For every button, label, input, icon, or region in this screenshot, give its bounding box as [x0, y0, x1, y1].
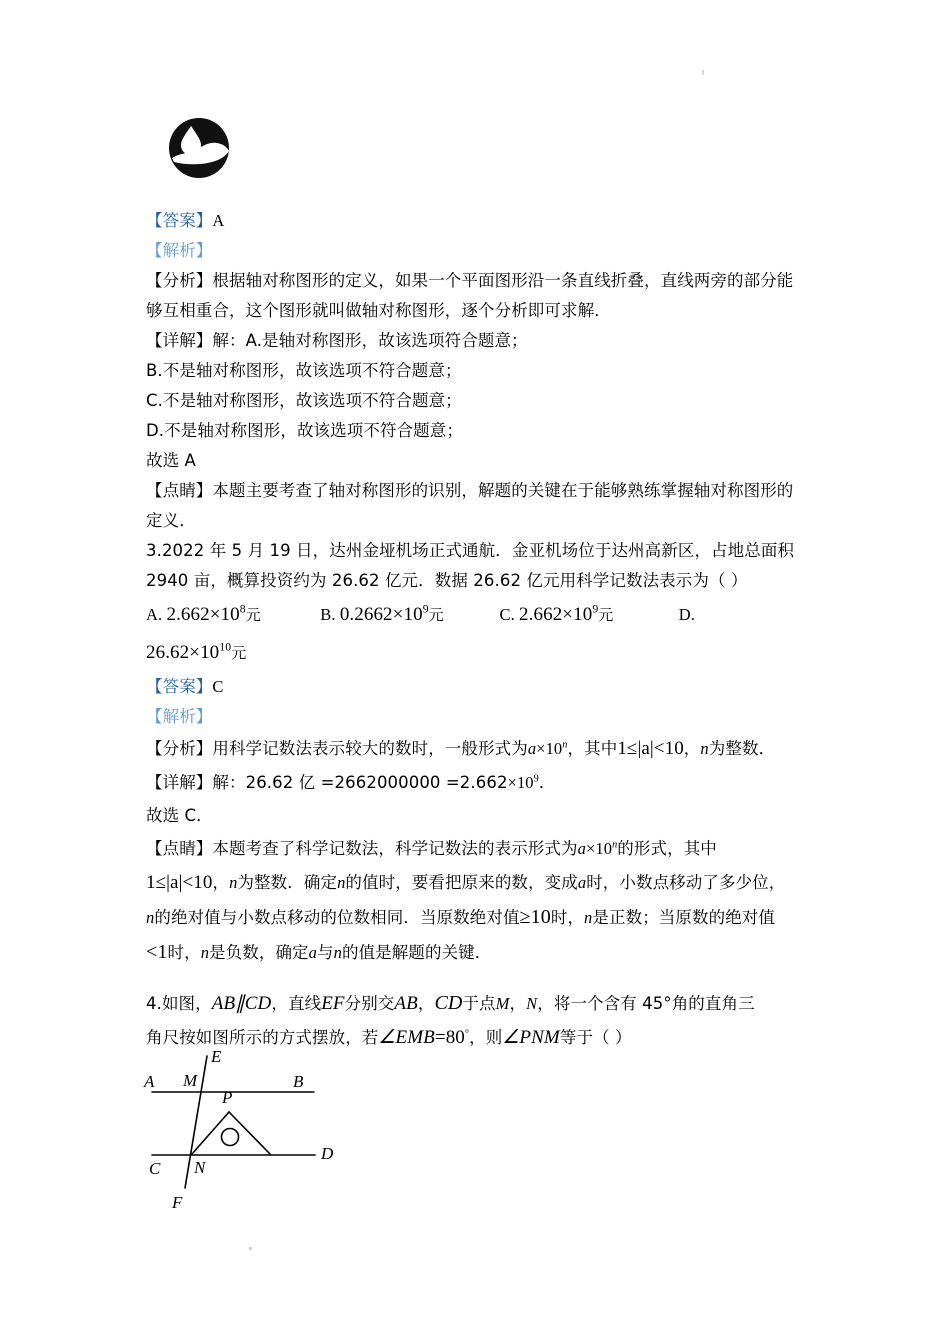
- q3-option-c-letter: C.: [499, 605, 515, 624]
- dianjing-text-1: 本题主要考查了轴对称图形的识别，解题的关键在于能够熟练掌握轴对称图形的: [212, 481, 794, 500]
- q4-stem-line1: [146, 986, 836, 1021]
- dianjing-l2-var-a2: a: [577, 873, 587, 892]
- q4-line2-mid: ，则: [469, 1028, 503, 1047]
- q3-option-c-unit: 元: [598, 606, 614, 624]
- xiangjie-label: 【详解】: [146, 773, 213, 792]
- q2-conclusion: [146, 446, 836, 476]
- dianjing-times-10: ×10: [585, 839, 613, 858]
- xiangjie-exponent: 9: [533, 773, 539, 785]
- dianjing-l4-c: 与: [317, 943, 334, 962]
- q4-mid3: ，: [417, 994, 435, 1013]
- dianjing-l2-var-n2: n: [337, 873, 346, 892]
- q2-dianjing-line1: [146, 476, 836, 506]
- label-A: A: [144, 1072, 155, 1091]
- fenxi-mid: ，其中: [567, 739, 618, 758]
- q3-option-a-mantissa: 2.662: [166, 604, 210, 625]
- label-F: F: [172, 1193, 183, 1212]
- q2-fenxi-line1: [146, 266, 836, 296]
- answer-label: 【答案】: [146, 677, 213, 696]
- q4-degree-symbol: °: [464, 1028, 470, 1040]
- q3-option-c-mantissa: 2.662: [519, 604, 563, 625]
- scan-artifact-bottom: [249, 1247, 252, 1250]
- xiangjie-text: 解：A.是轴对称图形，故该选项符合题意；: [212, 331, 528, 350]
- answer-value: C: [212, 677, 224, 696]
- q3-option-a-times: ×10: [209, 604, 240, 625]
- q4-line2-pre: 角尺按如图所示的方式摆放，若: [146, 1028, 379, 1047]
- q3-option-a-exponent: 8: [239, 602, 246, 616]
- dianjing-l4-var-n2: n: [333, 943, 342, 962]
- q2-answer-line: [146, 206, 836, 236]
- fenxi-exponent-n: n: [562, 739, 568, 751]
- q3-option-d-letter-wrap[interactable]: [679, 600, 695, 630]
- dianjing-l2-a: ，: [212, 873, 230, 892]
- option-b-text: B.不是轴对称图形，故该选项不符合题意；: [146, 361, 462, 380]
- answer-value: A: [212, 211, 225, 230]
- q3-option-a-letter: A.: [146, 605, 163, 624]
- q3-stem-line2: [146, 566, 836, 596]
- label-M: M: [183, 1071, 198, 1090]
- q4-number: 4.: [146, 994, 162, 1013]
- label-P: P: [222, 1088, 233, 1107]
- q2-dianjing-line2: [146, 506, 836, 536]
- q3-analysis-line: [146, 702, 836, 732]
- xiangjie-post: ．: [538, 773, 556, 792]
- q3-fenxi-line: [146, 732, 836, 766]
- label-C: C: [149, 1159, 161, 1178]
- dianjing-l4-var-n: n: [200, 943, 210, 962]
- dianjing-l3-ge: ≥10: [519, 906, 551, 928]
- dianjing-label: 【点睛】: [146, 481, 213, 500]
- analysis-label: 【解析】: [146, 707, 213, 726]
- q3-dianjing-line3: [146, 900, 836, 935]
- fenxi-label: 【分析】: [146, 271, 213, 290]
- q4-seg-cd: CD: [434, 992, 463, 1014]
- fenxi-label: 【分析】: [146, 739, 213, 758]
- q3-options-row: [146, 600, 836, 630]
- q3-option-c[interactable]: [499, 600, 674, 630]
- q3-option-b-times: ×10: [392, 604, 423, 625]
- q3-option-a[interactable]: [146, 600, 316, 630]
- q4-mid1: ，直线: [271, 994, 322, 1013]
- q2-option-d: [146, 416, 836, 446]
- q3-option-b-letter: B.: [320, 605, 336, 624]
- label-D: D: [321, 1144, 334, 1163]
- q3-stem-text-2: 2940 亩，概算投资约为 26.62 亿元．数据 26.62 亿元用科学记数法表示为（ ）: [146, 571, 748, 590]
- fenxi-times-10: ×10: [536, 739, 563, 758]
- triangle-side-p-right: [229, 1112, 270, 1154]
- dianjing-label: 【点睛】: [146, 839, 213, 858]
- q2-fenxi-line2: [146, 296, 836, 326]
- q4-seg-ab: AB: [394, 993, 418, 1014]
- q4-mid2: 分别交: [344, 994, 395, 1013]
- xiangjie-times-10: ×10: [507, 773, 534, 792]
- fenxi-text-1: 根据轴对称图形的定义，如果一个平面图形沿一条直线折叠，直线两旁的部分能: [212, 271, 794, 290]
- dianjing-l3-a: 的绝对值与小数点移动的位数相同．当原数绝对值: [154, 908, 520, 927]
- q3-option-b[interactable]: [320, 600, 495, 630]
- q3-option-d-mantissa: 26.62: [146, 642, 190, 663]
- dianjing-l2-d: 时，小数点移动了多少位，: [586, 873, 786, 892]
- q4-angle-pnm: ∠PNM: [502, 1027, 560, 1048]
- q4-pre1: 如图，: [161, 994, 212, 1013]
- conclusion-text: 故选 A: [146, 451, 196, 470]
- dianjing-pre: 本题考查了科学记数法，科学记数法的表示形式为: [212, 839, 578, 858]
- fenxi-post1: ，: [683, 739, 701, 758]
- fenxi-text-2: 够互相重合，这个图形就叫做轴对称图形，逐个分析即可求解．: [146, 301, 611, 320]
- q3-option-b-mantissa: 0.2662: [339, 604, 393, 625]
- label-N: N: [194, 1158, 206, 1177]
- q3-number: 3.: [146, 541, 162, 560]
- q2-analysis-line: [146, 236, 836, 266]
- fenxi-var-n: n: [700, 739, 709, 758]
- q4-ab-parallel-cd: AB∥CD: [211, 993, 272, 1014]
- q3-option-b-exponent: 9: [422, 602, 429, 616]
- dianjing-l3-b: 时，: [550, 908, 585, 927]
- q3-stem-text-1: 2022 年 5 月 19 日，达州金垭机场正式通航．金亚机场位于达州高新区，占地总面积: [161, 541, 795, 560]
- q3-conclusion: [146, 800, 836, 832]
- question3-solution-block: [146, 672, 836, 970]
- q3-dianjing-line2: [146, 866, 836, 900]
- dianjing-l2-c: 的值时，要看把原来的数，变成: [345, 873, 578, 892]
- triangle-side-np: [192, 1112, 229, 1154]
- option-c-text: C.不是轴对称图形，故该选项不符合题意；: [146, 391, 462, 410]
- fenxi-pre: 用科学记数法表示较大的数时，一般形式为: [212, 739, 528, 758]
- q4-mid5: ，: [509, 994, 527, 1013]
- q3-option-a-unit: 元: [245, 606, 261, 624]
- q4-line-ef: EF: [321, 993, 345, 1014]
- q3-option-d-letter: D.: [678, 605, 695, 624]
- angle-marker-circle: [222, 1129, 239, 1146]
- q4-line2-eq: =80: [434, 1027, 465, 1048]
- q3-xiangjie-line: [146, 766, 836, 800]
- dianjing-l4-lt: <1: [146, 941, 168, 963]
- q4-point-m: M: [495, 994, 510, 1013]
- option-d-text: D.不是轴对称图形，故该选项不符合题意；: [146, 421, 463, 440]
- dianjing-post: 的形式，其中: [617, 839, 717, 858]
- q3-dianjing-line1: [146, 832, 836, 866]
- xiangjie-pre: 解：26.62 亿 =2662000000 =2.662: [212, 773, 508, 792]
- fenxi-inequality: 1≤|a|<10: [617, 738, 684, 759]
- q4-mid6: ，将一个含有 45°角的直角三: [537, 994, 755, 1013]
- dianjing-l3-var-n: n: [146, 908, 155, 927]
- dianjing-l4-var-a2: a: [308, 943, 318, 962]
- q3-dianjing-line4: [146, 935, 836, 970]
- dianjing-l4-d: 的值是解题的关键．: [341, 943, 492, 962]
- q2-option-c: [146, 386, 836, 416]
- question3-block: [146, 536, 836, 668]
- q4-line2-post: 等于（ ）: [559, 1028, 632, 1047]
- q3-option-b-unit: 元: [428, 606, 444, 624]
- dianjing-var-a: a: [577, 839, 586, 858]
- dianjing-exponent-n: n: [612, 839, 618, 851]
- dianjing-l4-b: 是负数，确定: [209, 943, 309, 962]
- xiangjie-label: 【详解】: [146, 331, 213, 350]
- q3-stem-line1: [146, 536, 836, 566]
- q2-option-b: [146, 356, 836, 386]
- q3-option-c-times: ×10: [562, 604, 593, 625]
- dianjing-l2-var-n: n: [229, 873, 238, 892]
- answer-label: 【答案】: [146, 211, 213, 230]
- q3-answer-line: [146, 672, 836, 702]
- q2-xiangjie-line: [146, 326, 836, 356]
- label-E: E: [211, 1047, 222, 1066]
- label-B: B: [293, 1072, 304, 1091]
- question2-solution-block: [146, 206, 836, 536]
- dianjing-l2-b: 为整数．确定: [237, 873, 338, 892]
- q3-option-d-times: ×10: [189, 642, 220, 663]
- dianjing-l3-c: 是正数；当原数的绝对值: [592, 908, 776, 927]
- dianjing-inequality: 1≤|a|<10: [146, 872, 213, 893]
- q3-option-d-unit: 元: [231, 644, 247, 662]
- water-drop-circle-logo: [168, 112, 230, 184]
- conclusion-text: 故选 C．: [146, 806, 213, 825]
- fenxi-var-a: a: [527, 739, 537, 758]
- dianjing-text-2: 定义．: [146, 511, 196, 530]
- dianjing-l3-var-n2: n: [584, 908, 593, 927]
- scan-artifact-top: [702, 70, 704, 75]
- fenxi-post2: 为整数．: [708, 739, 776, 758]
- parallel-lines-with-triangle-ruler-figure: [130, 1040, 430, 1240]
- q4-angle-emb: ∠EMB: [378, 1027, 435, 1048]
- q3-option-d-value[interactable]: [146, 638, 836, 668]
- q3-option-d-exponent: 10: [219, 640, 232, 654]
- q4-point-n: N: [526, 994, 538, 1013]
- dianjing-l4-a: 时，: [167, 943, 201, 962]
- q4-mid4: 于点: [462, 994, 496, 1013]
- analysis-label: 【解析】: [146, 241, 213, 260]
- q3-option-c-exponent: 9: [592, 602, 599, 616]
